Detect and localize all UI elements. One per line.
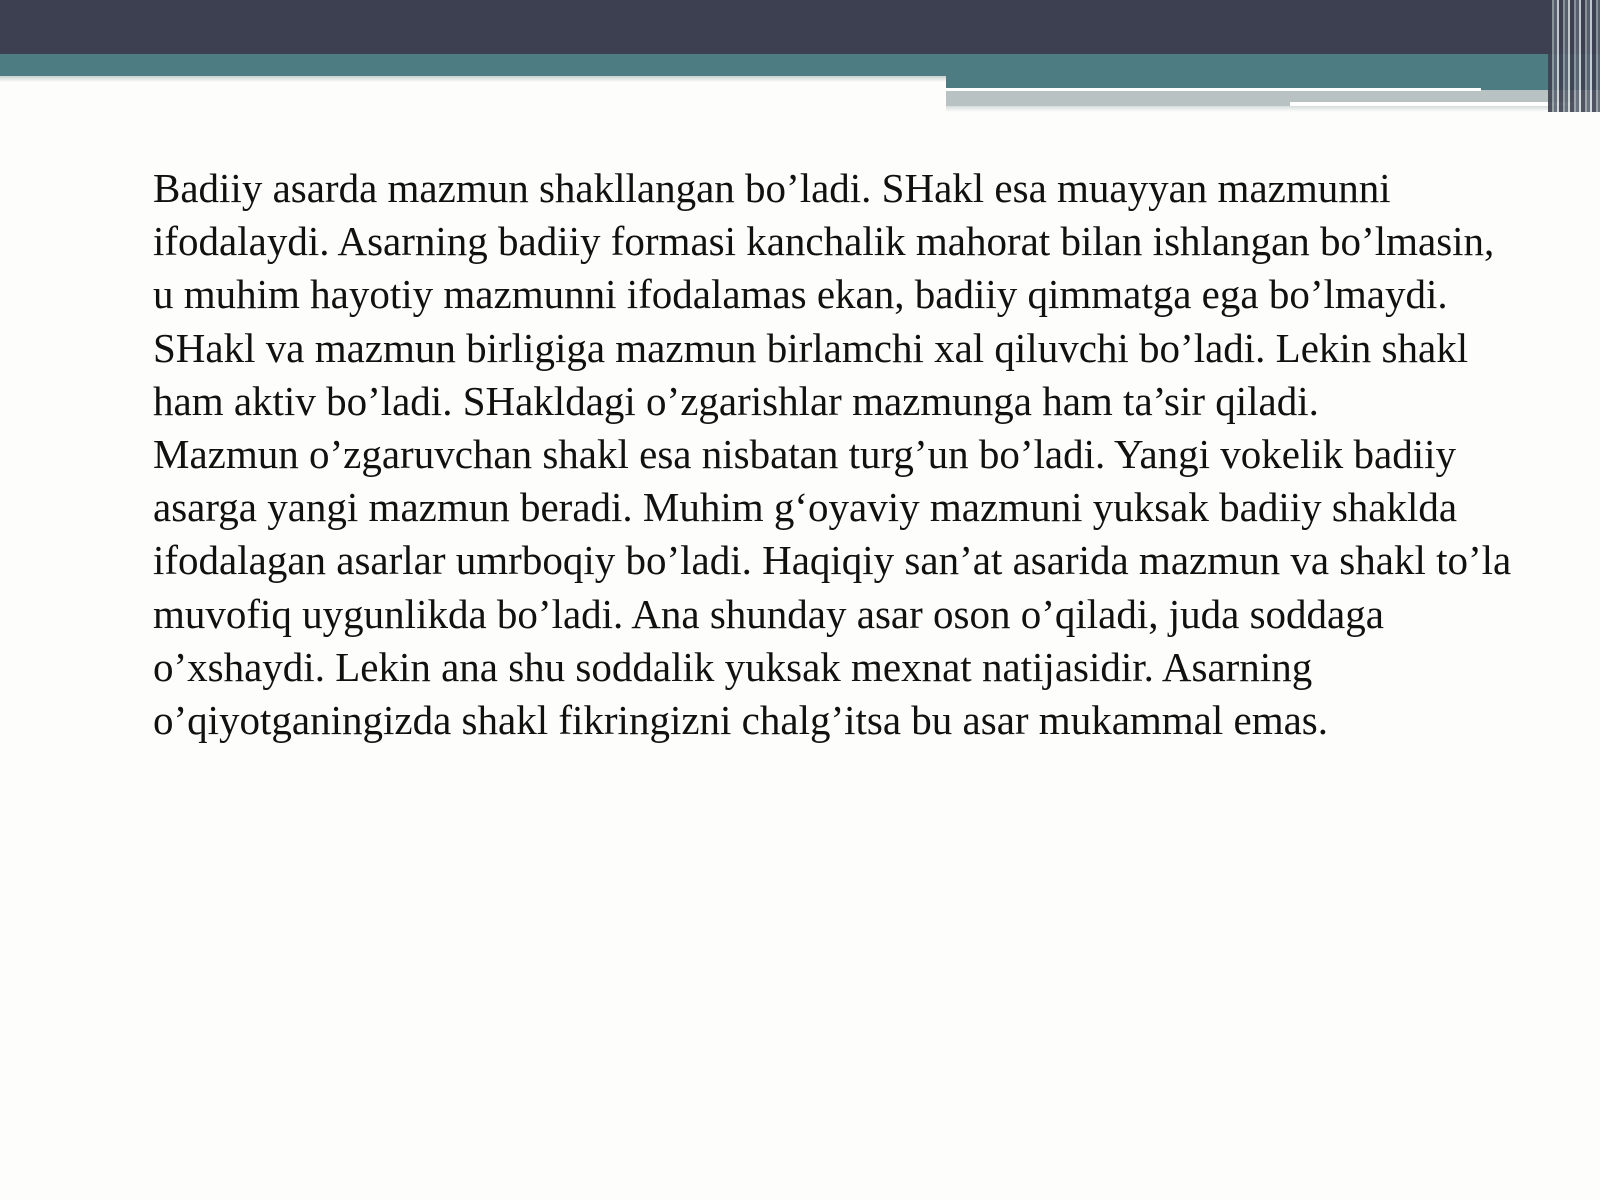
paragraph-3: Mazmun o’zgaruvchan shakl esa nisbatan turg’un bo’ladi. Yangi vokelik badiiy asarga yangi mazmun beradi. Muhim g‘oyaviy mazmuni yuksak badiiy shaklda ifodalagan asarlar umrboqiy bo’ladi. Haqiqiy san’at asarida mazmun va shakl to’la muvofiq uygunlikda bo’ladi. Ana shunday asar oson o’qiladi, juda soddaga o’xshaydi. Lekin ana shu soddalik yuksak mexnat natijasidir. Asarning o’qiyotganingizda shakl fikringizni chalg’itsa bu asar mukammal emas. xyxy=(153,431,1512,744)
header-accent-line-top xyxy=(946,88,1481,91)
header-stripes-decoration xyxy=(1548,0,1600,112)
paragraph-1: Badiiy asarda mazmun shakllangan bo’ladi. SHakl esa muayyan mazmunni ifodalaydi. Asarning badiiy formasi kanchalik mahorat bilan ishlangan bo’lmasin, u muhim hayotiy mazmunni ifodalamas ekan, badiiy qimmatga ega bo’lmaydi. xyxy=(153,165,1495,318)
header-teal-band xyxy=(0,54,1600,76)
slide-body-text xyxy=(153,162,1513,747)
paragraph-2: SHakl va mazmun birligiga mazmun birlamchi xal qiluvchi bo’ladi. Lekin shakl ham aktiv bo’ladi. SHakldagi o’zgarishlar mazmunga ham ta’sir qiladi. xyxy=(153,324,1469,424)
header-dark-band xyxy=(0,0,1600,54)
header-grey-shadow xyxy=(946,106,1573,112)
header-shadow xyxy=(0,76,946,82)
